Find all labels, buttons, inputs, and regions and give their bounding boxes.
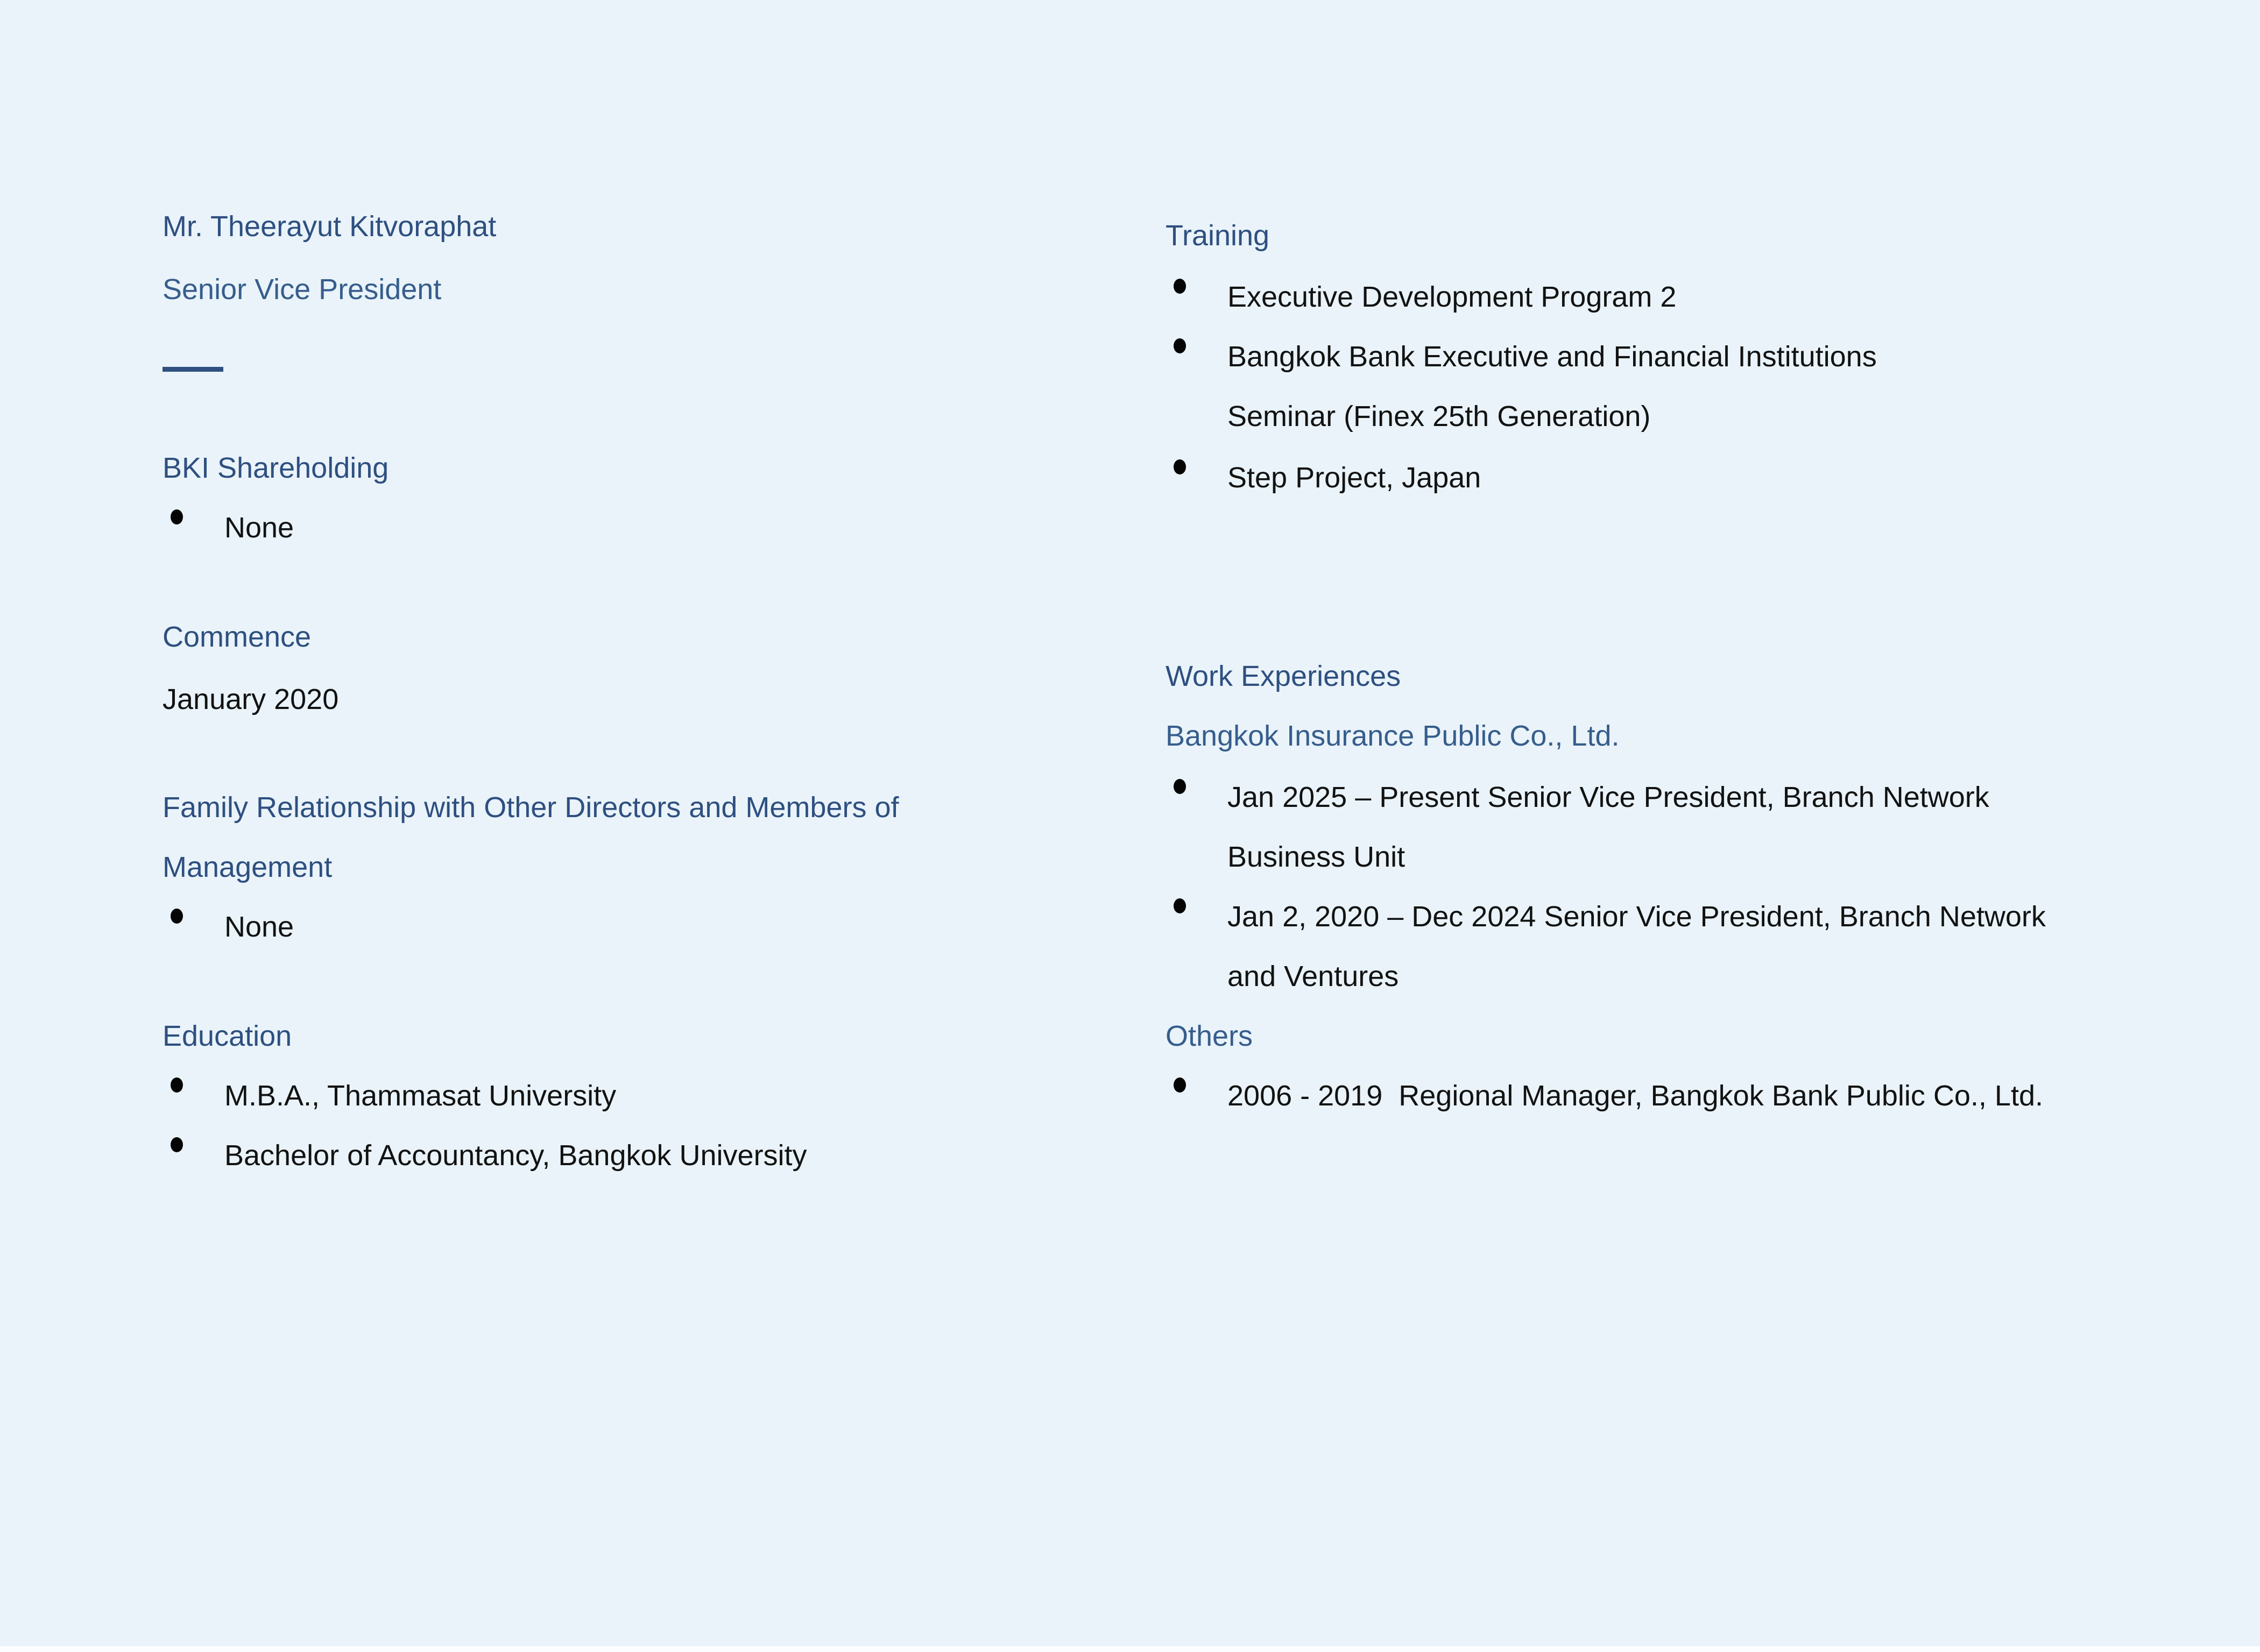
bullet-icon — [1174, 279, 1186, 294]
family-relationship-value: None — [224, 911, 294, 943]
work-item-2-line-1: Jan 2, 2020 – Dec 2024 Senior Vice President, Branch Network — [1227, 901, 2046, 933]
work-item-1-line-2: Business Unit — [1227, 841, 1406, 873]
bullet-icon — [1174, 898, 1186, 913]
left-column — [163, 197, 1142, 1186]
list-item — [1166, 448, 2231, 508]
list-item — [163, 1066, 1142, 1126]
commence-value: January 2020 — [163, 683, 339, 715]
section-heading-bki-shareholding: BKI Shareholding — [163, 452, 389, 484]
work-others-heading: Others — [1166, 1020, 1253, 1052]
section-heading-work-experiences: Work Experiences — [1166, 660, 1401, 692]
work-others-item: 2006 - 2019 Regional Manager, Bangkok Bank Public Co., Ltd. — [1227, 1080, 2043, 1112]
bullet-icon — [171, 909, 183, 924]
list-item — [1166, 768, 2231, 887]
section-heading-education: Education — [163, 1020, 292, 1052]
list-item — [163, 498, 1142, 558]
list-item — [1166, 887, 2231, 1006]
training-item-1: Executive Development Program 2 — [1227, 281, 1677, 313]
list-item — [1166, 327, 2231, 446]
bullet-icon — [1174, 779, 1186, 794]
work-item-1-line-1: Jan 2025 – Present Senior Vice President, Branch Network — [1227, 781, 1989, 813]
bki-shareholding-value: None — [224, 512, 294, 544]
list-item — [163, 897, 1142, 957]
training-item-2-line-2: Seminar (Finex 25th Generation) — [1227, 400, 1651, 433]
training-item-3: Step Project, Japan — [1227, 462, 1481, 494]
person-position: Senior Vice President — [163, 273, 442, 306]
section-heading-family-relationship — [163, 778, 1142, 897]
list-item — [1166, 1066, 2231, 1126]
page-bottom-edge — [0, 1646, 2260, 1652]
bullet-icon — [1174, 459, 1186, 474]
training-item-2-line-1: Bangkok Bank Executive and Financial Institutions — [1227, 341, 1877, 373]
bullet-icon — [171, 509, 183, 524]
list-item — [1166, 267, 2231, 327]
education-item-1: M.B.A., Thammasat University — [224, 1080, 617, 1112]
bullet-icon — [171, 1137, 183, 1152]
list-item — [163, 1126, 1142, 1186]
section-heading-training: Training — [1166, 219, 1270, 252]
person-name: Mr. Theerayut Kitvoraphat — [163, 210, 497, 243]
education-item-2: Bachelor of Accountancy, Bangkok University — [224, 1139, 807, 1172]
section-heading-commence: Commence — [163, 621, 312, 653]
divider-line — [163, 367, 223, 372]
work-company-name: Bangkok Insurance Public Co., Ltd. — [1166, 720, 1620, 752]
family-heading-line-1: Family Relationship with Other Directors and Members of — [163, 791, 899, 824]
bullet-icon — [1174, 338, 1186, 353]
bullet-icon — [1174, 1077, 1186, 1093]
family-heading-line-2: Management — [163, 851, 333, 883]
work-item-2-line-2: and Ventures — [1227, 960, 1399, 992]
bullet-icon — [171, 1077, 183, 1093]
right-column — [1166, 206, 2231, 1126]
